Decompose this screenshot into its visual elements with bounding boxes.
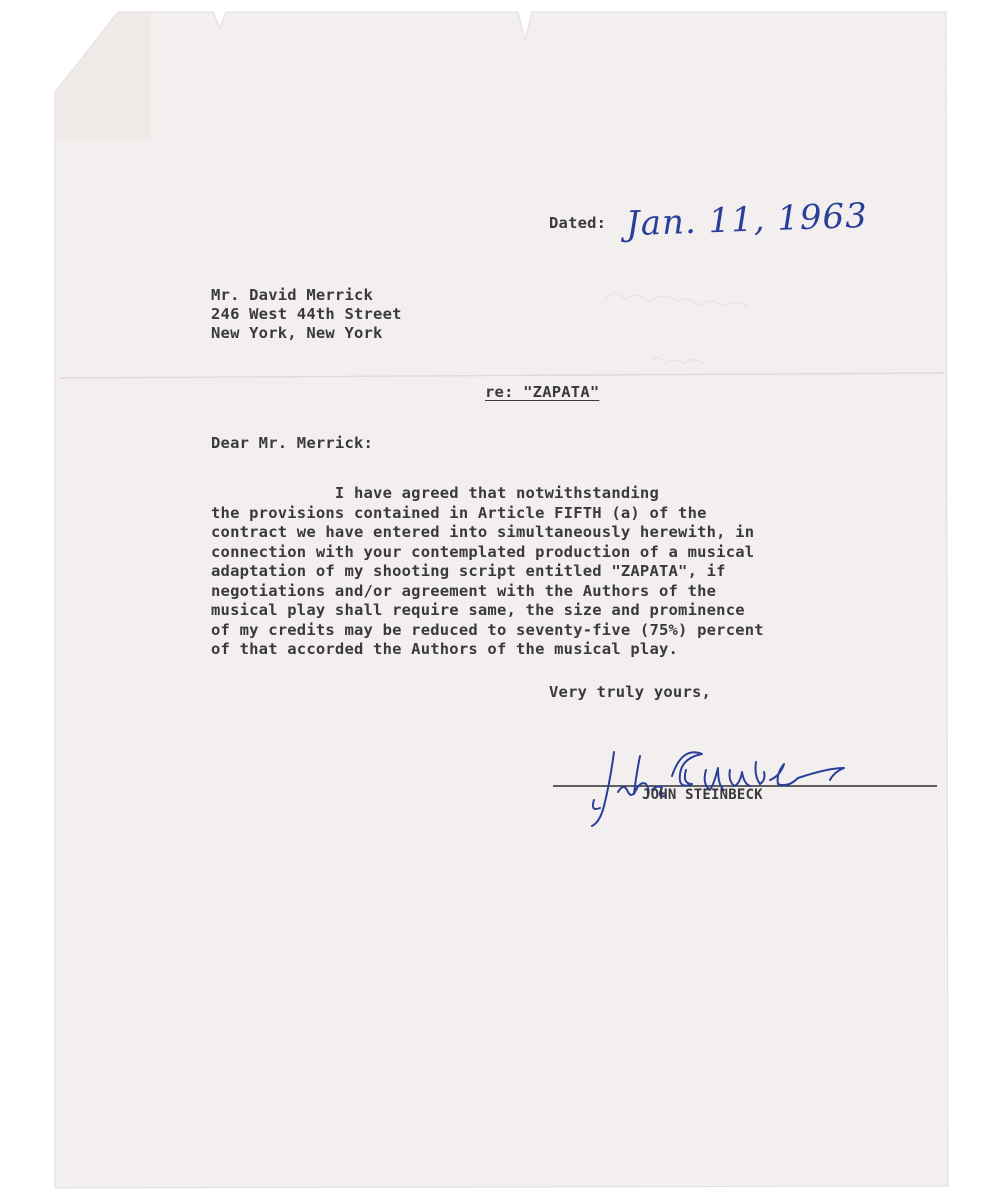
- recipient-city: New York, New York: [211, 324, 383, 342]
- dated-label: Dated:: [549, 214, 607, 232]
- body-line: contract we have entered into simultaneously herewith, in: [211, 523, 755, 541]
- body-line: of my credits may be reduced to seventy-five (75%) percent: [211, 620, 764, 639]
- recipient-street: 246 West 44th Street: [211, 305, 402, 323]
- salutation: Dear Mr. Merrick:: [211, 434, 374, 452]
- signer-name: JOHN STEINBECK: [642, 787, 763, 803]
- body-line: I have agreed that notwithstanding: [211, 484, 659, 502]
- body-line: adaptation of my shooting script entitled "ZAPATA", if: [211, 562, 726, 580]
- handwritten-date: Jan. 11, 1963: [625, 195, 869, 245]
- subject-re-line: re: "ZAPATA": [485, 383, 600, 401]
- body-line: musical play shall require same, the size and prominence: [211, 601, 745, 619]
- recipient-name: Mr. David Merrick: [211, 286, 374, 304]
- body-line: of that accorded the Authors of the musical play.: [211, 640, 679, 658]
- body-line: negotiations and/or agreement with the Authors of the: [211, 581, 717, 600]
- body-line: connection with your contemplated production of a musical: [211, 542, 755, 561]
- body-line: the provisions contained in Article FIFTH (a) of the: [211, 503, 707, 522]
- closing: Very truly yours,: [549, 683, 712, 701]
- letter-body: [211, 484, 851, 660]
